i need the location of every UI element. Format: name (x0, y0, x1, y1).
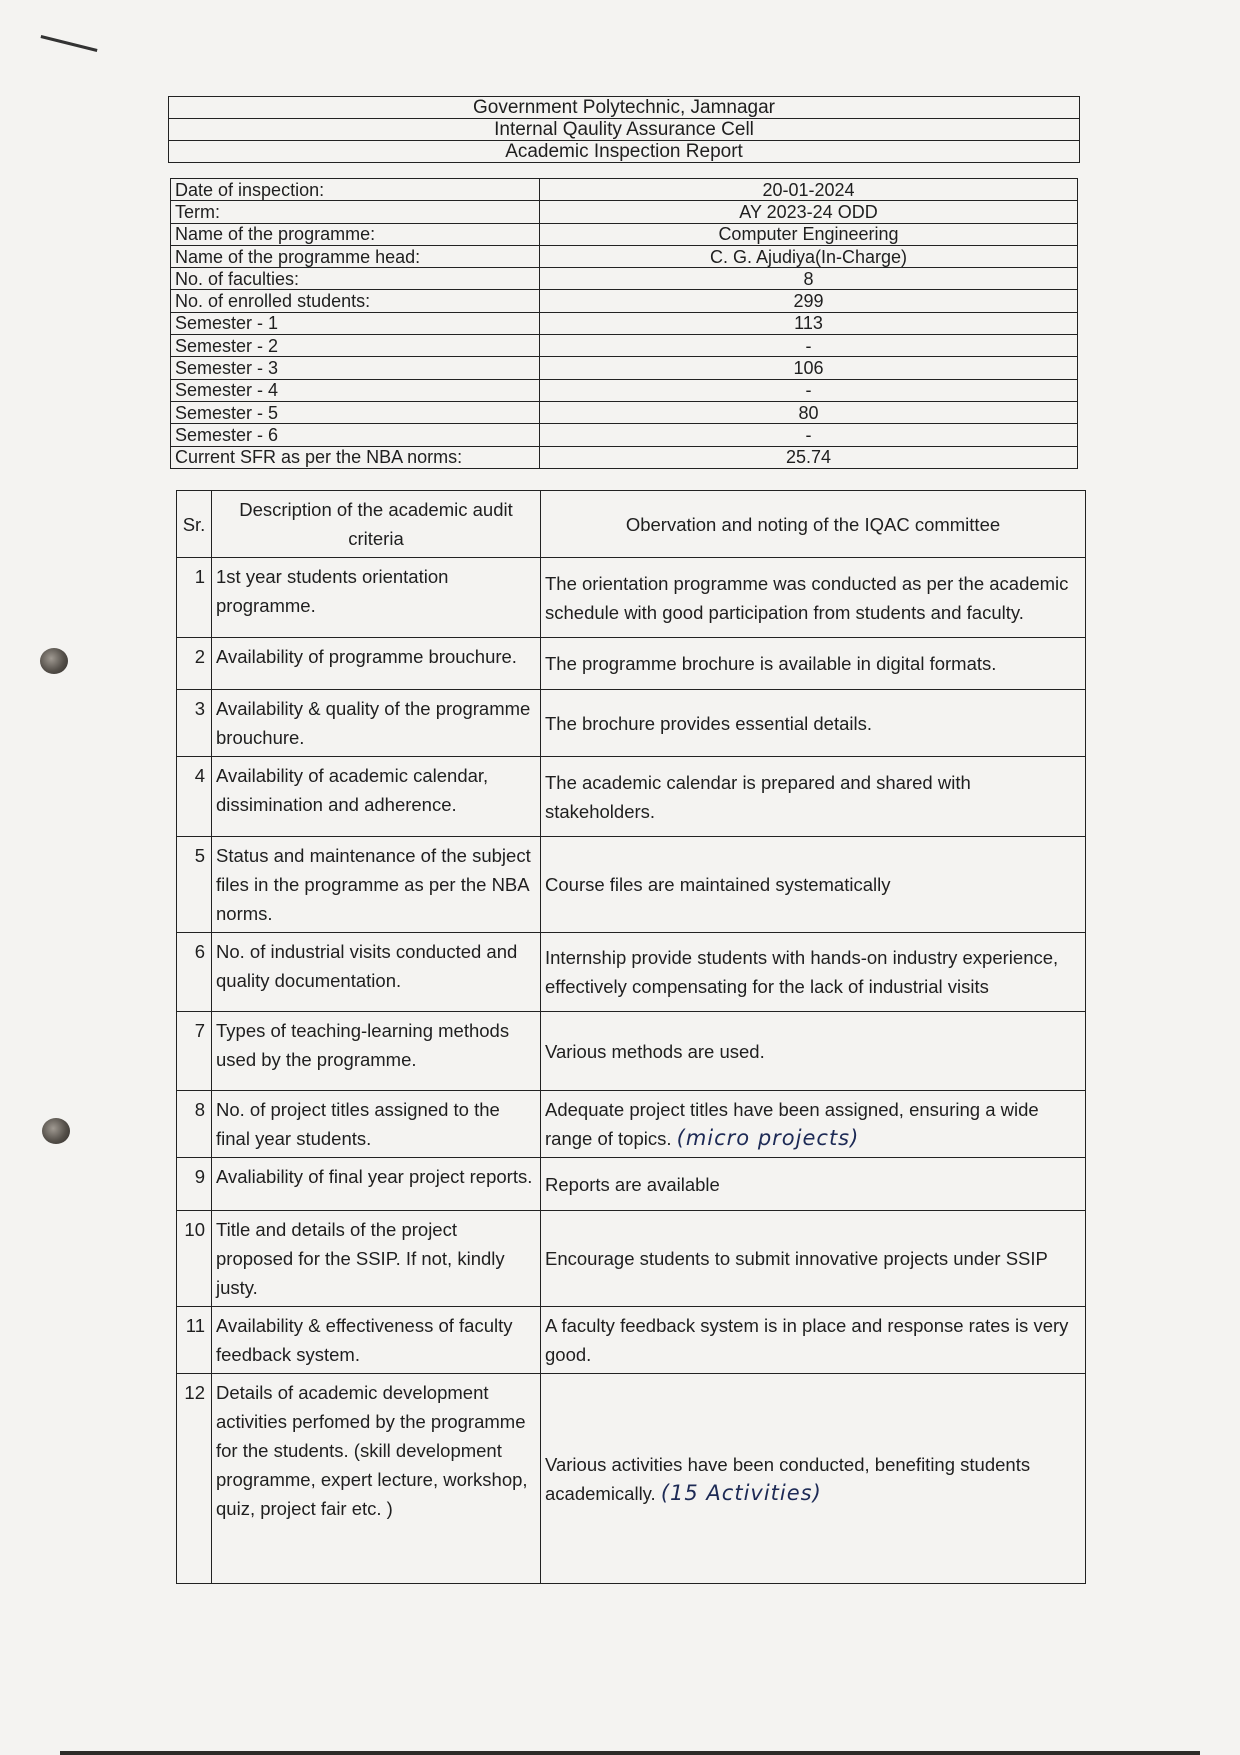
audit-observation: The orientation programme was conducted as per the academic schedule with good participation from students and faculty. (545, 572, 1069, 623)
audit-row (177, 1211, 1086, 1307)
info-label: Name of the programme head: (171, 245, 540, 267)
info-value: 299 (540, 290, 1078, 312)
audit-observation-cell (541, 837, 1086, 933)
audit-row (177, 690, 1086, 757)
cell-name: Internal Qaulity Assurance Cell (169, 119, 1079, 141)
audit-observation: Various methods are used. (545, 1040, 765, 1062)
punch-hole-bottom (42, 1118, 70, 1144)
audit-row (177, 558, 1086, 638)
page-bottom-edge (60, 1751, 1200, 1755)
audit-row (177, 1158, 1086, 1211)
info-label: Semester - 2 (171, 335, 540, 357)
audit-description: Types of teaching-learning methods used by the programme. (212, 1012, 541, 1091)
audit-observation: Course files are maintained systematically (545, 874, 891, 895)
info-value: 8 (540, 268, 1078, 290)
info-row (171, 401, 1078, 423)
audit-sr: 1 (177, 558, 212, 638)
audit-observation-cell (541, 933, 1086, 1012)
info-label: Semester - 6 (171, 424, 540, 446)
sr-header: Sr. (177, 491, 212, 558)
info-value: - (540, 379, 1078, 401)
audit-observation-cell (541, 638, 1086, 690)
audit-description: Status and maintenance of the subject files in the programme as per the NBA norms. (212, 837, 541, 933)
audit-sr: 9 (177, 1158, 212, 1211)
audit-row (177, 837, 1086, 933)
audit-observation: The academic calendar is prepared and shared with stakeholders. (545, 771, 971, 822)
info-value: 25.74 (540, 446, 1078, 468)
info-row (171, 424, 1078, 446)
audit-observation-cell (541, 1307, 1086, 1374)
audit-observation-cell (541, 1374, 1086, 1584)
audit-row (177, 638, 1086, 690)
info-value: AY 2023-24 ODD (540, 201, 1078, 223)
info-row (171, 245, 1078, 267)
punch-hole-top (40, 648, 68, 674)
audit-description: No. of industrial visits conducted and quality documentation. (212, 933, 541, 1012)
inspection-info-table (170, 178, 1078, 469)
audit-observation-cell (541, 757, 1086, 837)
info-row (171, 179, 1078, 201)
info-value: C. G. Ajudiya(In-Charge) (540, 245, 1078, 267)
info-row (171, 312, 1078, 334)
scan-mark (40, 35, 97, 52)
report-title: Academic Inspection Report (505, 141, 743, 162)
audit-observation-cell (541, 558, 1086, 638)
audit-row (177, 1307, 1086, 1374)
audit-sr: 4 (177, 757, 212, 837)
info-value: - (540, 335, 1078, 357)
info-row (171, 357, 1078, 379)
info-label: Name of the programme: (171, 223, 540, 245)
info-value: 106 (540, 357, 1078, 379)
audit-sr: 7 (177, 1012, 212, 1091)
info-label: Semester - 5 (171, 401, 540, 423)
audit-row (177, 757, 1086, 837)
description-header: Description of the academic audit criteria (212, 491, 541, 558)
audit-observation: Encourage students to submit innovative projects under SSIP (545, 1248, 1048, 1269)
audit-row (177, 1091, 1086, 1158)
handwritten-note: (micro projects) (676, 1126, 860, 1150)
audit-description: Availability of programme brouchure. (212, 638, 541, 690)
audit-row (177, 1374, 1086, 1584)
audit-description: Availability & quality of the programme brouchure. (212, 690, 541, 757)
audit-observation: Adequate project titles have been assigned, ensuring a wide range of topics. (545, 1099, 1039, 1149)
audit-sr: 12 (177, 1374, 212, 1584)
audit-sr: 8 (177, 1091, 212, 1158)
audit-observation-cell (541, 1012, 1086, 1091)
info-row (171, 446, 1078, 468)
institute-name: Government Polytechnic, Jamnagar (169, 97, 1079, 119)
audit-observation: Various activities have been conducted, benefiting students academically. (545, 1453, 1031, 1504)
audit-description: Details of academic development activities perfomed by the programme for the students. (skill development programme, expert lecture, workshop, quiz, project fair etc. ) (212, 1374, 541, 1584)
info-label: Semester - 1 (171, 312, 540, 334)
info-value: 113 (540, 312, 1078, 334)
audit-description: No. of project titles assigned to the final year students. (212, 1091, 541, 1158)
info-row (171, 290, 1078, 312)
audit-observation: Internship provide students with hands-on industry experience, effectively compensating for the lack of industrial visits (545, 947, 1059, 997)
audit-observation: Reports are available (545, 1173, 720, 1195)
audit-observation-cell (541, 690, 1086, 757)
audit-observation-cell (541, 1158, 1086, 1211)
info-value: 20-01-2024 (540, 179, 1078, 201)
audit-row (177, 1012, 1086, 1091)
info-row (171, 201, 1078, 223)
info-label: Date of inspection: (171, 179, 540, 201)
audit-sr: 2 (177, 638, 212, 690)
info-label: No. of enrolled students: (171, 290, 540, 312)
audit-observation-cell (541, 1211, 1086, 1307)
info-row (171, 268, 1078, 290)
info-value: Computer Engineering (540, 223, 1078, 245)
audit-sr: 11 (177, 1307, 212, 1374)
audit-observation: The brochure provides essential details. (545, 712, 873, 734)
info-row (171, 223, 1078, 245)
audit-description: Availability & effectiveness of faculty feedback system. (212, 1307, 541, 1374)
audit-description: Avaliability of final year project reports. (212, 1158, 541, 1211)
info-label: Semester - 4 (171, 379, 540, 401)
audit-criteria-table (176, 490, 1086, 1584)
info-value: 80 (540, 401, 1078, 423)
info-label: Semester - 3 (171, 357, 540, 379)
audit-sr: 3 (177, 690, 212, 757)
handwritten-note: (15 Activities) (660, 1480, 822, 1505)
audit-sr: 6 (177, 933, 212, 1012)
info-row (171, 379, 1078, 401)
audit-sr: 5 (177, 837, 212, 933)
audit-description: Availability of academic calendar, dissimination and adherence. (212, 757, 541, 837)
observation-header: Obervation and noting of the IQAC committee (541, 491, 1086, 558)
info-value: - (540, 424, 1078, 446)
audit-sr: 10 (177, 1211, 212, 1307)
info-label: Current SFR as per the NBA norms: (171, 446, 540, 468)
audit-observation: The programme brochure is available in digital formats. (545, 653, 997, 674)
audit-row (177, 933, 1086, 1012)
audit-header-row (177, 491, 1086, 558)
info-row (171, 335, 1078, 357)
audit-description: Title and details of the project proposed for the SSIP. If not, kindly justy. (212, 1211, 541, 1307)
audit-description: 1st year students orientation programme. (212, 558, 541, 638)
info-label: No. of faculties: (171, 268, 540, 290)
audit-observation-cell (541, 1091, 1086, 1158)
report-header (168, 96, 1080, 163)
info-label: Term: (171, 201, 540, 223)
audit-observation: A faculty feedback system is in place and response rates is very good. (545, 1315, 1069, 1365)
